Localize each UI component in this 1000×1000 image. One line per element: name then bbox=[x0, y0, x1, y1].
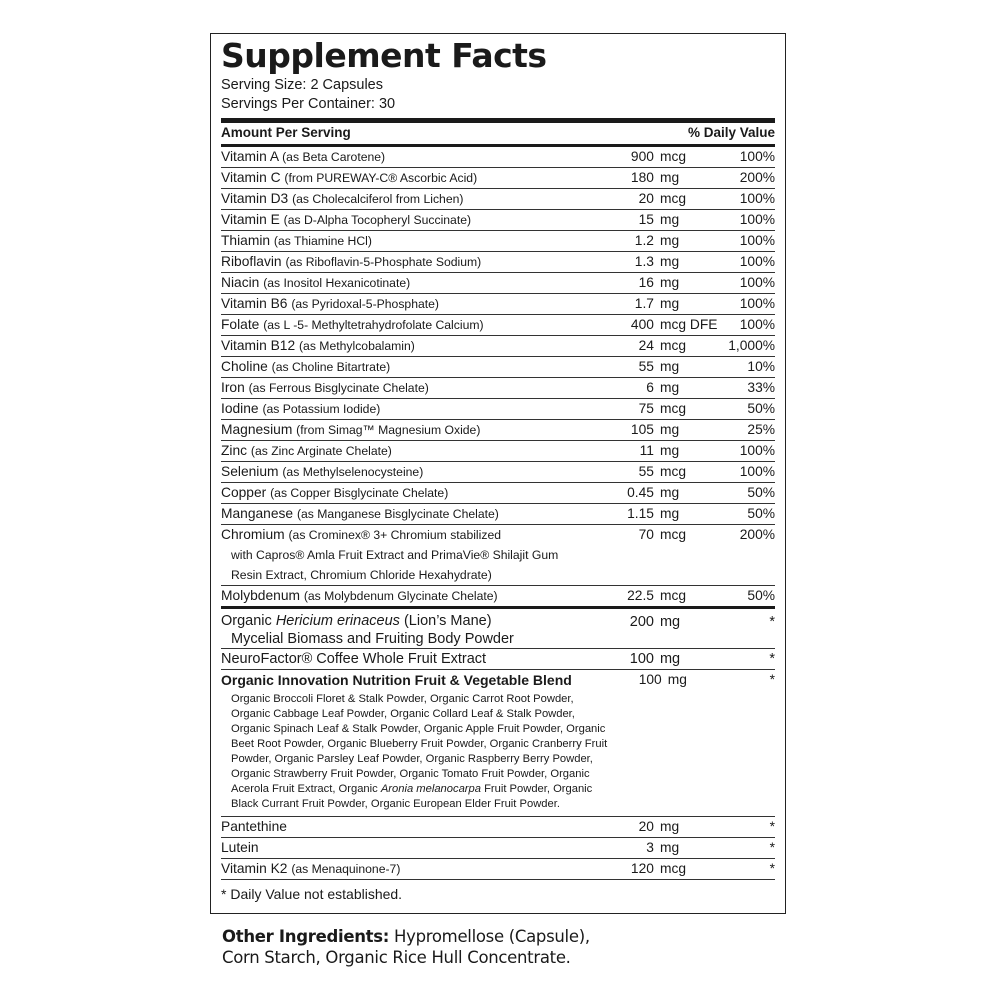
nutrient-dv: 50% bbox=[747, 588, 776, 603]
nutrient-row bbox=[221, 315, 775, 336]
nutrient-unit: mg bbox=[659, 840, 680, 855]
nutrient-amount: 120 bbox=[630, 861, 654, 876]
nutrient-name: Copper bbox=[221, 485, 267, 500]
ingredient-amount: 200 bbox=[629, 614, 654, 630]
nutrient-dv: 200% bbox=[739, 170, 776, 185]
nutrient-row bbox=[221, 231, 775, 252]
nutrient-amount: 20 bbox=[638, 819, 654, 834]
nutrient-dv: 100% bbox=[739, 317, 776, 332]
servings-per-container: Servings Per Container: 30 bbox=[221, 96, 396, 112]
nutrient-amount: 15 bbox=[638, 212, 654, 227]
daily-value-label: % Daily Value bbox=[687, 125, 775, 140]
nutrient-dv: 50% bbox=[747, 506, 776, 521]
nutrient-dv: 50% bbox=[747, 401, 776, 416]
nutrient-row bbox=[221, 441, 775, 462]
column-header bbox=[221, 123, 775, 144]
nutrient-amount: 75 bbox=[638, 401, 654, 416]
nutrient-dv: 33% bbox=[747, 380, 776, 395]
ingredient-description: Mycelial Biomass and Fruiting Body Powder bbox=[231, 631, 514, 647]
nutrient-name: Vitamin E bbox=[221, 212, 280, 227]
nutrient-amount: 20 bbox=[638, 191, 654, 206]
nutrient-dv: 200% bbox=[739, 527, 776, 542]
nutrient-row bbox=[221, 420, 775, 441]
nutrient-source-line3: Resin Extract, Chromium Chloride Hexahydrate) bbox=[231, 568, 492, 582]
nutrient-name: Vitamin A bbox=[221, 149, 279, 164]
nutrient-row bbox=[221, 252, 775, 273]
nutrient-unit: mg bbox=[659, 819, 680, 834]
nutrient-row-molybdenum bbox=[221, 586, 775, 609]
nutrient-unit: mg bbox=[659, 485, 680, 500]
nutrient-name: Molybdenum bbox=[221, 588, 300, 603]
nutrient-row bbox=[221, 357, 775, 378]
nutrient-source: (as L -5- Methyltetrahydrofolate Calcium) bbox=[263, 318, 484, 332]
nutrient-unit: mg bbox=[659, 254, 680, 269]
nutrient-unit: mcg bbox=[659, 464, 687, 479]
nutrient-amount: 11 bbox=[639, 443, 654, 458]
nutrient-row bbox=[221, 859, 775, 880]
nutrient-source: (as Thiamine HCl) bbox=[273, 234, 372, 248]
supplement-facts-panel bbox=[210, 33, 786, 914]
nutrient-source: (as Cholecalciferol from Lichen) bbox=[292, 192, 464, 206]
nutrient-unit: mg bbox=[659, 296, 680, 311]
latin-name: Hericium erinaceus bbox=[275, 613, 400, 629]
panel-title: Supplement Facts bbox=[221, 36, 547, 75]
nutrient-amount: 1.2 bbox=[634, 233, 654, 248]
blend-name: Organic Innovation Nutrition Fruit & Vegetable Blend bbox=[221, 672, 572, 688]
nutrient-source: (from Simag™ Magnesium Oxide) bbox=[296, 423, 481, 437]
nutrient-dv: 100% bbox=[739, 275, 776, 290]
nutrient-source-line2: with Capros® Amla Fruit Extract and PrimaVie® Shilajit Gum bbox=[231, 548, 559, 562]
nutrient-dv: 1,000% bbox=[728, 338, 776, 353]
nutrient-row bbox=[221, 483, 775, 504]
ingredient-dv: * bbox=[769, 614, 776, 630]
ingredient-row-neurofactor bbox=[221, 649, 775, 670]
nutrient-source: (as Crominex® 3+ Chromium stabilized bbox=[288, 528, 501, 542]
nutrient-row bbox=[221, 210, 775, 231]
nutrient-amount: 55 bbox=[638, 359, 654, 374]
nutrient-source: (as Copper Bisglycinate Chelate) bbox=[270, 486, 449, 500]
nutrient-name: Iodine bbox=[221, 401, 259, 416]
ingredient-unit: mg bbox=[667, 672, 687, 687]
ingredient-row-lions-mane: Organic Hericium erinaceus (Lion’s Mane) Mycelial Biomass and Fruiting Body Powder 200 mg * bbox=[221, 609, 775, 649]
nutrient-dv: 100% bbox=[739, 212, 776, 227]
nutrient-amount: 22.5 bbox=[627, 588, 654, 603]
nutrient-name: Vitamin K2 bbox=[221, 861, 288, 876]
nutrient-row bbox=[221, 273, 775, 294]
nutrient-unit: mcg bbox=[659, 861, 687, 876]
nutrient-source: (as Riboflavin-5-Phosphate Sodium) bbox=[285, 255, 482, 269]
nutrient-unit: mcg DFE bbox=[659, 317, 718, 332]
nutrient-row bbox=[221, 838, 775, 859]
nutrient-unit: mg bbox=[659, 170, 680, 185]
nutrient-dv: 10% bbox=[747, 359, 776, 374]
nutrient-row-chromium bbox=[221, 525, 775, 586]
nutrient-row bbox=[221, 399, 775, 420]
latin-name: Aronia melanocarpa bbox=[380, 783, 481, 795]
nutrient-name: Vitamin B12 bbox=[221, 338, 296, 353]
nutrient-dv: * bbox=[769, 840, 776, 855]
nutrient-name: Choline bbox=[221, 359, 268, 374]
nutrient-dv: 100% bbox=[739, 191, 776, 206]
nutrient-unit: mg bbox=[659, 233, 680, 248]
nutrient-source: (as Beta Carotene) bbox=[282, 150, 386, 164]
nutrient-dv: 100% bbox=[739, 464, 776, 479]
nutrient-dv: 100% bbox=[739, 296, 776, 311]
nutrient-row bbox=[221, 168, 775, 189]
blend-ingredient-list: Organic Broccoli Floret & Stalk Powder, Organic Carrot Root Powder, Organic Cabbage Leaf Powder, Organic Collard Leaf & Stalk Powder, Organic Spinach Leaf & Stalk Powder, Organic Apple Fruit Powder, Organic Beet Root Powder, Organic Blueberry Fruit Powder, Organic Cranberry Fruit Powder, Organic Parsley Leaf Powder, Organic Raspberry Berry Powder, Organic Strawberry Fruit Powder, Organic Tomato Fruit Powder, Organic Acerola Fruit Extract, Organic Aronia melanocarpa Fruit Powder, Organic Black Currant Fruit Powder, Organic European Elder Fruit Powder. bbox=[231, 693, 608, 810]
nutrient-row bbox=[221, 336, 775, 357]
ingredient-dv: * bbox=[769, 672, 776, 687]
nutrient-amount: 3 bbox=[646, 840, 654, 855]
nutrient-amount: 6 bbox=[646, 380, 654, 395]
nutrient-name: Zinc bbox=[221, 443, 248, 458]
nutrient-unit: mcg bbox=[659, 401, 687, 416]
ingredient-row-blend bbox=[221, 670, 775, 817]
other-ingredients bbox=[222, 926, 642, 968]
nutrient-unit: mcg bbox=[659, 149, 687, 164]
nutrient-source: (as Potassium Iodide) bbox=[262, 402, 381, 416]
nutrient-amount: 1.3 bbox=[634, 254, 654, 269]
nutrient-amount: 24 bbox=[638, 338, 654, 353]
nutrient-unit: mcg bbox=[659, 191, 687, 206]
nutrient-row bbox=[221, 504, 775, 525]
nutrient-row bbox=[221, 462, 775, 483]
nutrient-source: (as Molybdenum Glycinate Chelate) bbox=[303, 589, 498, 603]
amount-per-serving-label: Amount Per Serving bbox=[221, 125, 351, 140]
nutrient-source: (as Methylcobalamin) bbox=[298, 339, 415, 353]
nutrient-amount: 180 bbox=[630, 170, 654, 185]
nutrient-source: (as Methylselenocysteine) bbox=[282, 465, 424, 479]
nutrient-name: Vitamin D3 bbox=[221, 191, 289, 206]
nutrient-dv: 100% bbox=[739, 443, 776, 458]
nutrient-name: Riboflavin bbox=[221, 254, 282, 269]
nutrient-amount: 70 bbox=[638, 527, 654, 542]
nutrient-source: (as Choline Bitartrate) bbox=[271, 360, 391, 374]
other-ingredients-text: Hypromellose (Capsule), bbox=[389, 927, 590, 946]
ingredient-amount: 100 bbox=[629, 651, 654, 667]
nutrient-dv: * bbox=[769, 819, 776, 834]
nutrient-name: Lutein bbox=[221, 840, 259, 855]
nutrient-dv: 100% bbox=[739, 254, 776, 269]
ingredient-name: NeuroFactor® Coffee Whole Fruit Extract bbox=[221, 651, 487, 667]
nutrient-source: (as Inositol Hexanicotinate) bbox=[263, 276, 411, 290]
nutrient-amount: 900 bbox=[630, 149, 654, 164]
nutrient-amount: 0.45 bbox=[627, 485, 654, 500]
nutrient-source: (as Pyridoxal-5-Phosphate) bbox=[291, 297, 439, 311]
other-ingredients-text-line2: Corn Starch, Organic Rice Hull Concentrate. bbox=[222, 948, 571, 967]
ingredient-unit: mg bbox=[659, 614, 681, 630]
nutrient-amount: 16 bbox=[638, 275, 654, 290]
nutrient-name: Vitamin B6 bbox=[221, 296, 288, 311]
nutrient-amount: 1.15 bbox=[627, 506, 654, 521]
nutrient-unit: mg bbox=[659, 422, 680, 437]
nutrient-source: (as Ferrous Bisglycinate Chelate) bbox=[248, 381, 429, 395]
nutrient-name: Thiamin bbox=[221, 233, 271, 248]
nutrient-name: Vitamin C bbox=[221, 170, 281, 185]
nutrient-dv: 50% bbox=[747, 485, 776, 500]
other-ingredient-list bbox=[221, 817, 775, 880]
nutrient-dv: 25% bbox=[747, 422, 776, 437]
footnote: * Daily Value not established. bbox=[221, 886, 403, 902]
nutrient-unit: mg bbox=[659, 380, 680, 395]
nutrient-row bbox=[221, 294, 775, 315]
nutrient-unit: mcg bbox=[659, 527, 687, 542]
ingredient-dv: * bbox=[769, 651, 776, 667]
nutrient-dv: * bbox=[769, 861, 776, 876]
nutrient-dv: 100% bbox=[739, 149, 776, 164]
nutrient-list bbox=[221, 147, 775, 525]
nutrient-dv: 100% bbox=[739, 233, 776, 248]
nutrient-source: (as Manganese Bisglycinate Chelate) bbox=[296, 507, 499, 521]
nutrient-row bbox=[221, 147, 775, 168]
nutrient-unit: mg bbox=[659, 275, 680, 290]
nutrient-unit: mg bbox=[659, 443, 680, 458]
nutrient-unit: mcg bbox=[659, 588, 687, 603]
ingredient-amount: 100 bbox=[638, 672, 662, 687]
nutrient-amount: 400 bbox=[630, 317, 654, 332]
nutrient-unit: mg bbox=[659, 359, 680, 374]
nutrient-row bbox=[221, 817, 775, 838]
nutrient-unit: mcg bbox=[659, 338, 687, 353]
nutrient-source: (as Zinc Arginate Chelate) bbox=[250, 444, 392, 458]
nutrient-row bbox=[221, 378, 775, 399]
nutrient-row bbox=[221, 189, 775, 210]
nutrient-name: Iron bbox=[221, 380, 245, 395]
nutrient-name: Magnesium bbox=[221, 422, 293, 437]
nutrient-amount: 55 bbox=[638, 464, 654, 479]
serving-size: Serving Size: 2 Capsules bbox=[221, 77, 383, 93]
nutrient-name: Manganese bbox=[221, 506, 294, 521]
nutrient-unit: mg bbox=[659, 506, 680, 521]
nutrient-amount: 105 bbox=[630, 422, 654, 437]
ingredient-unit: mg bbox=[659, 651, 681, 667]
nutrient-name: Chromium bbox=[221, 527, 285, 542]
nutrient-source: (as D-Alpha Tocopheryl Succinate) bbox=[283, 213, 472, 227]
other-ingredients-label: Other Ingredients: bbox=[222, 927, 390, 946]
nutrient-name: Selenium bbox=[221, 464, 279, 479]
nutrient-source: (from PUREWAY-C® Ascorbic Acid) bbox=[284, 171, 478, 185]
nutrient-name: Pantethine bbox=[221, 819, 287, 834]
nutrient-source: (as Menaquinone-7) bbox=[291, 862, 401, 876]
nutrient-name: Folate bbox=[221, 317, 260, 332]
nutrient-amount: 1.7 bbox=[634, 296, 654, 311]
nutrient-name: Niacin bbox=[221, 275, 260, 290]
nutrient-unit: mg bbox=[659, 212, 680, 227]
